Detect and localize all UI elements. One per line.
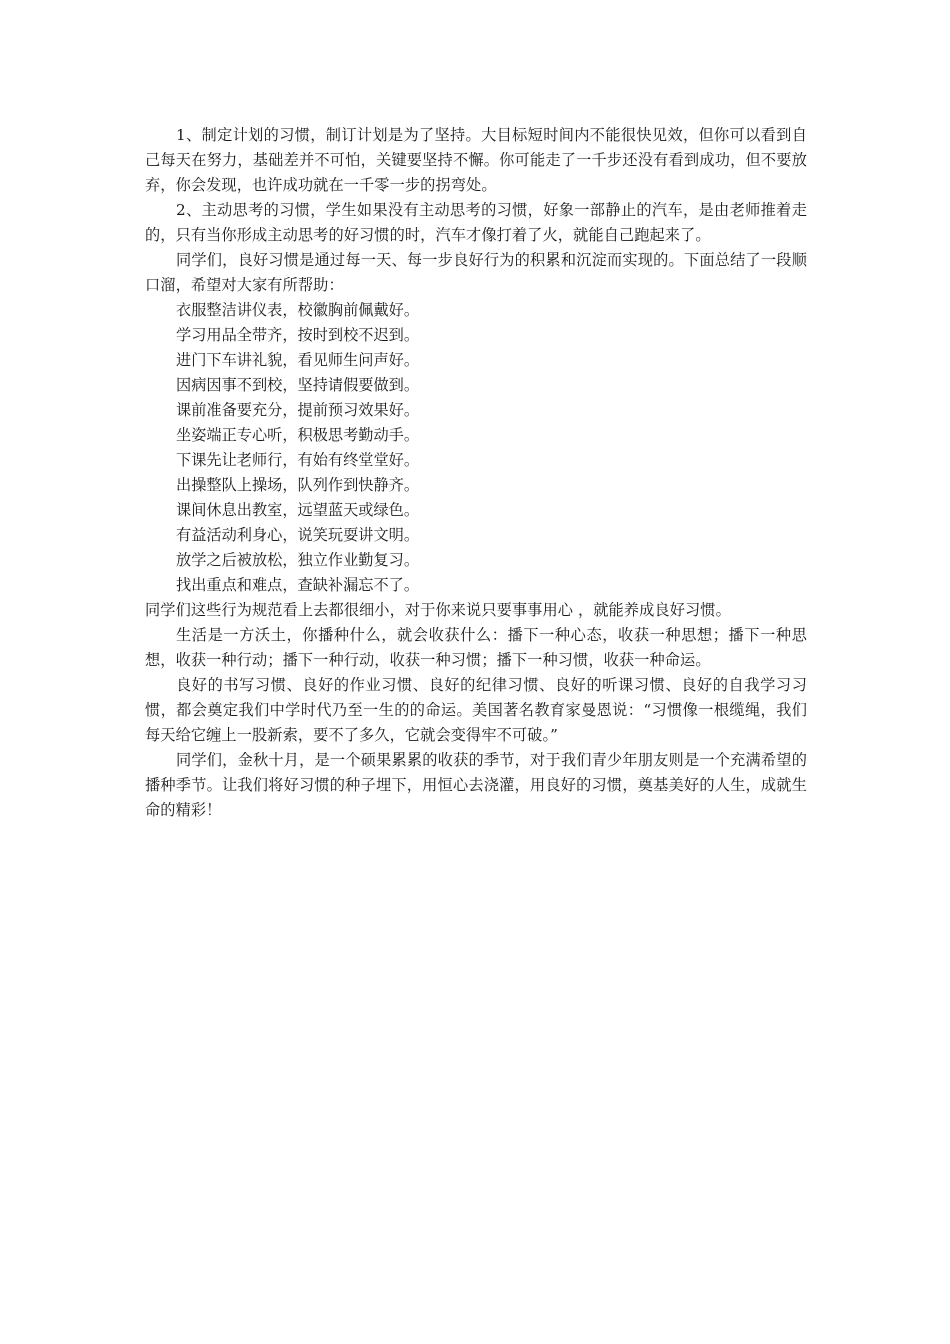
rhyme-line: 下课先让老师行，有始有终堂堂好。 [176, 451, 419, 469]
paragraph-thinking-habit: 2、主动思考的习惯，学生如果没有主动思考的习惯，好象一部静止的汽车，是由老师推着走的，只有当你形成主动思考的好习惯的时，汽车才像打着了火，就能自己跑起来了。 [145, 201, 807, 244]
rhyme-line: 出操整队上操场，队列作到快静齐。 [176, 476, 419, 494]
document-page [145, 123, 807, 823]
rhyme-line: 有益活动利身心，说笑玩耍讲文明。 [176, 526, 419, 544]
rhyme-line: 衣服整洁讲仪表，校徽胸前佩戴好。 [176, 301, 419, 319]
paragraph-summary: 同学们这些行为规范看上去都很细小，对于你来说只要事事用心 ，就能养成良好习惯。 [145, 601, 731, 619]
rhyme-line: 课间休息出教室，远望蓝天或绿色。 [176, 501, 419, 519]
paragraph-sow-reap: 生活是一方沃土，你播种什么，就会收获什么：播下一种心态，收获一种思想；播下一种思想，收获一种行动；播下一种行动，收获一种习惯；播下一种习惯，收获一种命运。 [145, 626, 807, 669]
paragraph-plan-habit: 1、制定计划的习惯，制订计划是为了坚持。大目标短时间内不能很快见效，但你可以看到自己每天在努力，基础差并不可怕，关键要坚持不懈。你可能走了一千步还没有看到成功，但不要放弃，你会发现，也许成功就在一千零一步的拐弯处。 [145, 126, 807, 194]
rhyme-list [145, 298, 807, 598]
paragraph-intro-rhyme: 同学们，良好习惯是通过每一天、每一步良好行为的积累和沉淀而实现的。下面总结了一段顺口溜，希望对大家有所帮助： [145, 251, 807, 294]
rhyme-line: 找出重点和难点，查缺补漏忘不了。 [176, 576, 419, 594]
rhyme-line: 因病因事不到校，坚持请假要做到。 [176, 376, 419, 394]
paragraph-good-habits-quote: 良好的书写习惯、良好的作业习惯、良好的纪律习惯、良好的听课习惯、良好的自我学习习惯，都会奠定我们中学时代乃至一生的的命运。美国著名教育家曼恩说：“习惯像一根缆绳，我们每天给它缠上一股新索，要不了多久，它就会变得牢不可破。” [145, 676, 807, 744]
rhyme-line: 放学之后被放松，独立作业勤复习。 [176, 551, 419, 569]
rhyme-line: 坐姿端正专心听，积极思考勤动手。 [176, 426, 419, 444]
paragraph-closing: 同学们，金秋十月，是一个硕果累累的收获的季节，对于我们青少年朋友则是一个充满希望的播种季节。让我们将好习惯的种子埋下，用恒心去浇灌，用良好的习惯，奠基美好的人生，成就生命的精彩！ [145, 751, 807, 819]
rhyme-line: 学习用品全带齐，按时到校不迟到。 [176, 326, 419, 344]
rhyme-line: 课前准备要充分，提前预习效果好。 [176, 401, 419, 419]
rhyme-line: 进门下车讲礼貌，看见师生问声好。 [176, 351, 419, 369]
